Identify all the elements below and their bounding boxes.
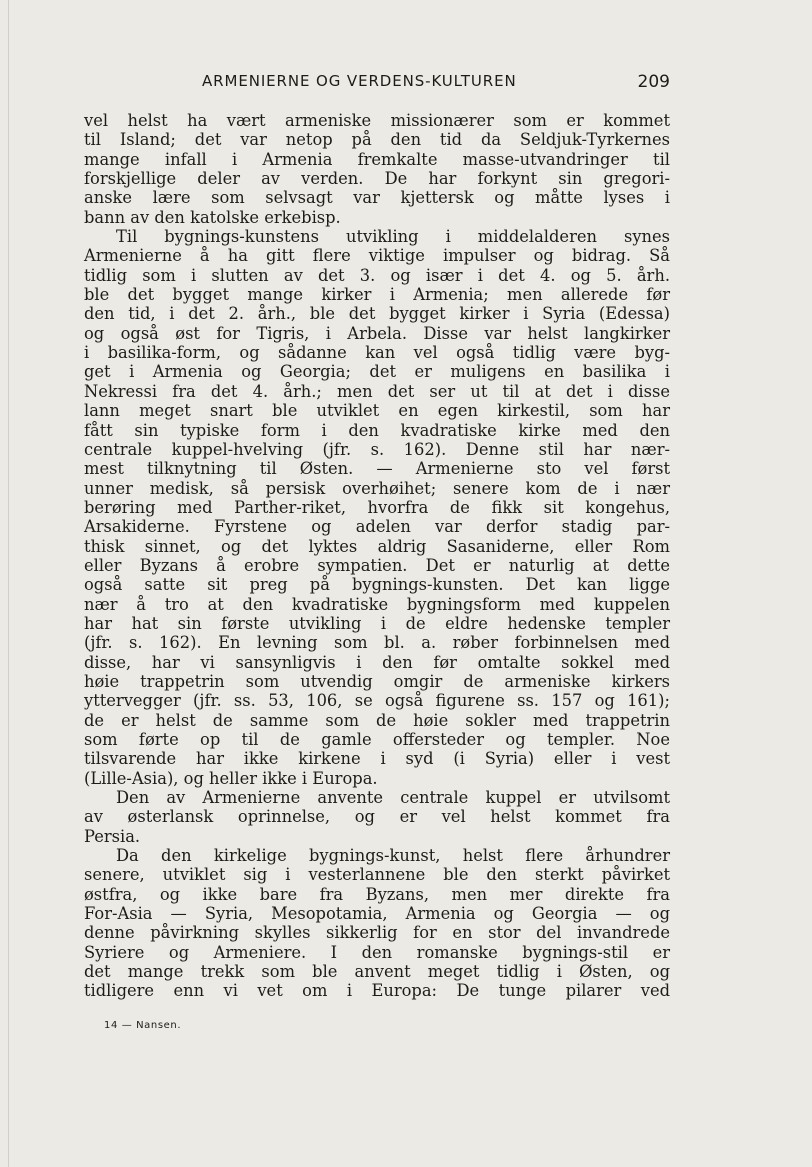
text-line: tidlig som i slutten av det 3. og især i det 4. og 5. årh.	[84, 265, 670, 285]
page-header	[84, 72, 670, 96]
text-line: centrale kuppel-hvelving (jfr. s. 162). Denne stil har nær-	[84, 439, 670, 459]
text-line: Da den kirkelige bygnings-kunst, helst flere århundrer	[116, 846, 670, 866]
text-line: (jfr. s. 162). En levning som bl. a. røber forbinnelsen med	[84, 633, 670, 653]
text-line: Til bygnings-kunstens utvikling i middelalderen synes	[116, 227, 670, 247]
text-line: yttervegger (jfr. ss. 53, 106, se også figurene ss. 157 og 161);	[84, 691, 670, 711]
body-text	[84, 111, 670, 1001]
text-line: Den av Armenierne anvente centrale kuppel er utvilsomt	[116, 788, 670, 808]
text-line: østfra, og ikke bare fra Byzans, men mer direkte fra	[84, 884, 670, 904]
text-line: Arsakiderne. Fyrstene og adelen var derfor stadig par-	[84, 517, 670, 537]
text-line: har hat sin første utvikling i de eldre hedenske templer	[84, 613, 670, 633]
text-line: den tid, i det 2. årh., ble det bygget kirker i Syria (Edessa)	[84, 304, 670, 324]
text-line: og også øst for Tigris, i Arbela. Disse var helst langkirker	[84, 323, 670, 343]
text-line: i basilika-form, og sådanne kan vel også tidlig være byg-	[84, 343, 670, 363]
running-title: ARMENIERNE OG VERDENS-KULTUREN	[202, 72, 517, 90]
text-line: tidligere enn vi vet om i Europa: De tunge pilarer ved	[84, 981, 670, 1001]
text-line: også satte sit preg på bygnings-kunsten. Det kan ligge	[84, 575, 670, 595]
text-line: berøring med Parther-riket, hvorfra de fikk sit kongehus,	[84, 497, 670, 517]
text-line: vel helst ha vært armeniske missionærer som er kommet	[84, 111, 670, 130]
text-line: eller Byzans å erobre sympatien. Det er naturlig at dette	[84, 555, 670, 575]
text-line: disse, har vi sansynligvis i den før omtalte sokkel med	[84, 652, 670, 672]
text-line: Nekressi fra det 4. årh.; men det ser ut til at det i disse	[84, 381, 670, 401]
text-line: tilsvarende har ikke kirkene i syd (i Syria) eller i vest	[84, 749, 670, 769]
text-line: de er helst de samme som de høie sokler med trappetrin	[84, 710, 670, 730]
text-line: get i Armenia og Georgia; det er muligens en basilika i	[84, 362, 670, 382]
text-line: anske lære som selvsagt var kjettersk og måtte lyses i	[84, 188, 670, 208]
text-line: thisk sinnet, og det lyktes aldrig Sasaniderne, eller Rom	[84, 536, 670, 556]
text-line: som førte op til de gamle offersteder og templer. Noe	[84, 730, 670, 749]
text-line: bann av den katolske erkebisp.	[84, 207, 341, 227]
text-line: nær å tro at den kvadratiske bygningsform med kuppelen	[84, 594, 670, 614]
text-line: til Island; det var netop på den tid da Seldjuk-Tyrkernes	[84, 130, 670, 150]
text-line: unner medisk, så persisk overhøihet; senere kom de i nær	[84, 478, 670, 498]
text-line: av østerlansk oprinnelse, og er vel helst kommet fra	[84, 807, 670, 827]
text-line: denne påvirkning skylles sikkerlig for en stor del invandrede	[84, 923, 670, 943]
text-line: For-Asia — Syria, Mesopotamia, Armenia og Georgia — og	[84, 904, 670, 924]
text-line: forskjellige deler av verden. De har forkynt sin gregori-	[84, 169, 670, 189]
text-line: senere, utviklet sig i vesterlannene ble den sterkt påvirket	[84, 865, 670, 885]
text-line: lann meget snart ble utviklet en egen kirkestil, som har	[84, 401, 670, 421]
text-line: høie trappetrin som utvendig omgir de armeniske kirkers	[84, 671, 670, 691]
signature-mark: 14 — Nansen.	[104, 1020, 182, 1031]
text-line: det mange trekk som ble anvent meget tidlig i Østen, og	[84, 962, 670, 982]
text-line: Persia.	[84, 826, 141, 846]
text-line: Syriere og Armeniere. I den romanske bygnings-stil er	[84, 942, 670, 962]
text-line: fått sin typiske form i den kvadratiske kirke med den	[84, 420, 670, 440]
text-line: (Lille-Asia), og heller ikke i Europa.	[84, 768, 378, 788]
text-line: ble det bygget mange kirker i Armenia; men allerede før	[84, 285, 670, 305]
page-number: 209	[637, 72, 670, 92]
text-line: Armenierne å ha gitt flere viktige impulser og bidrag. Så	[84, 246, 670, 266]
text-line: mest tilknytning til Østen. — Armenierne sto vel først	[84, 459, 670, 479]
text-line: mange infall i Armenia fremkalte masse-utvandringer til	[84, 149, 670, 169]
page-edge	[8, 0, 9, 1167]
